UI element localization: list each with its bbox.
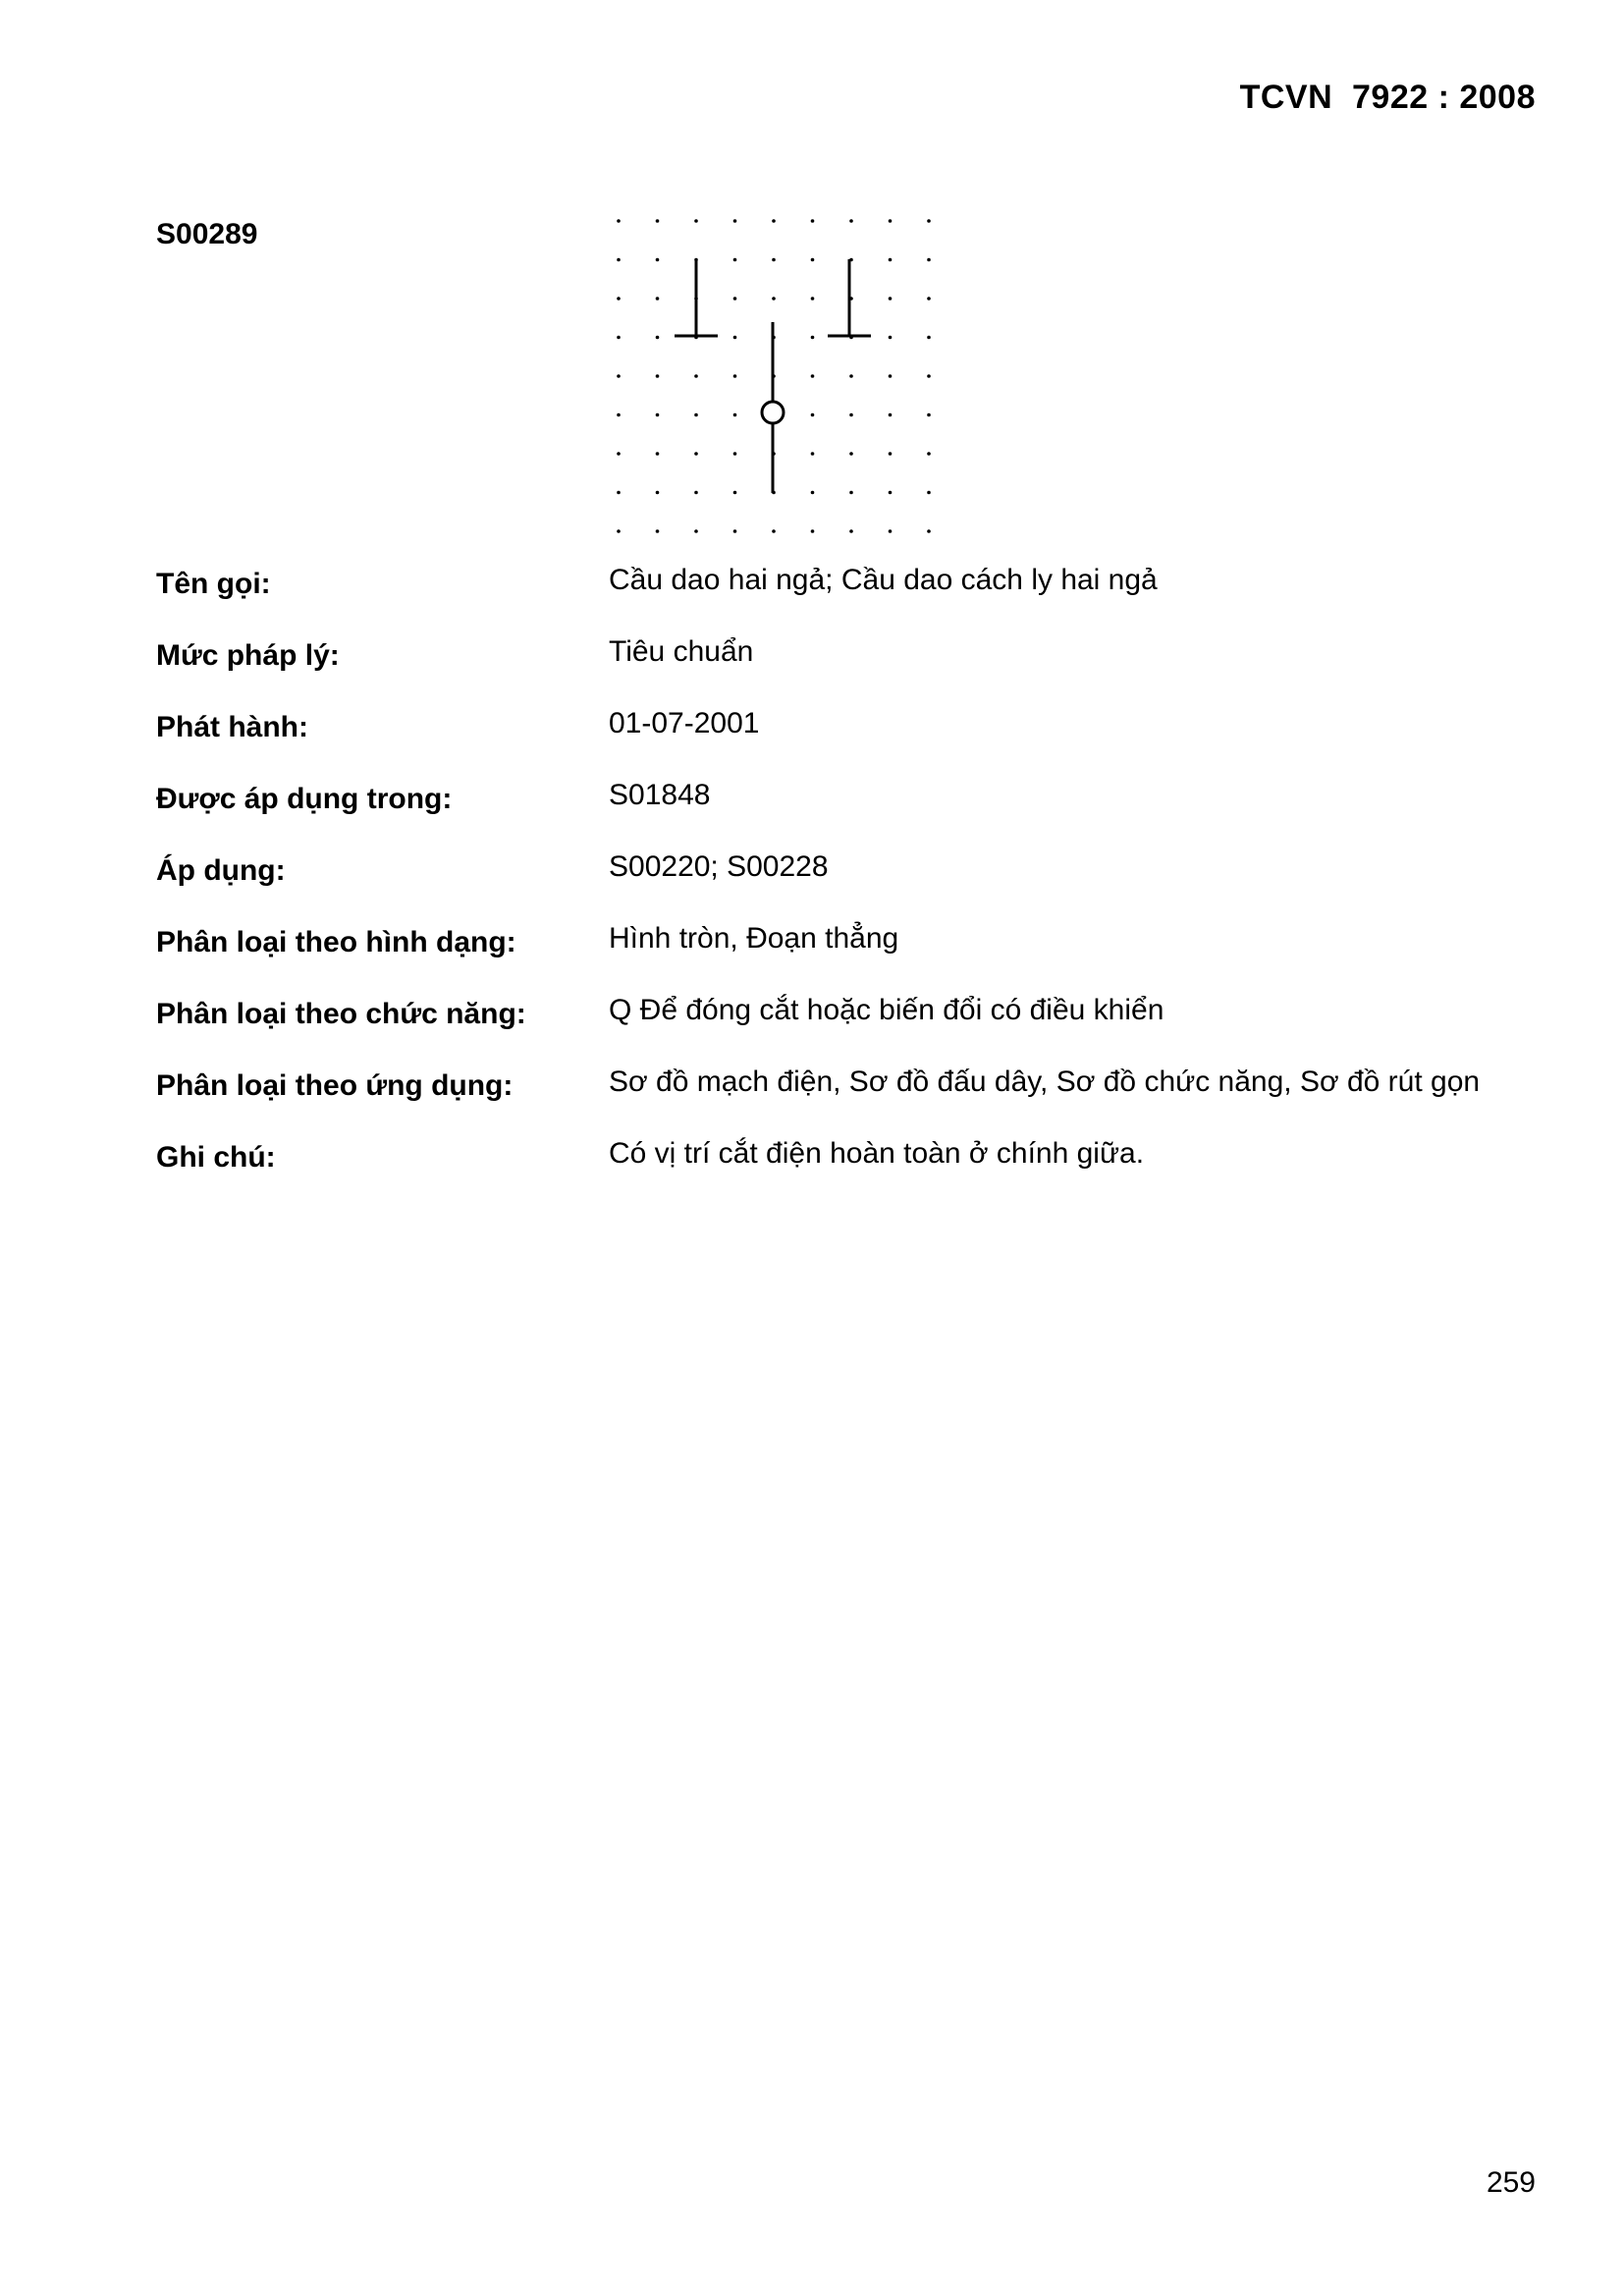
property-value: Tiêu chuẩn	[609, 635, 754, 668]
property-value: Có vị trí cắt điện hoàn toàn ở chính giữa.	[609, 1137, 1145, 1170]
grid-dot	[889, 297, 893, 301]
property-row-application-class	[156, 1066, 1550, 1141]
grid-dot	[849, 374, 853, 378]
grid-dot	[694, 529, 698, 533]
grid-dot	[617, 219, 621, 223]
grid-dot	[656, 336, 660, 340]
grid-dot	[889, 452, 893, 456]
grid-dot	[617, 374, 621, 378]
grid-dot	[656, 219, 660, 223]
grid-dot	[811, 491, 815, 495]
property-label: Phân loại theo ứng dụng:	[156, 1069, 514, 1102]
grid-dot	[849, 491, 853, 495]
grid-dot	[849, 452, 853, 456]
property-label: Phát hành:	[156, 711, 308, 743]
grid-dot	[849, 529, 853, 533]
grid-dot	[694, 219, 698, 223]
grid-dot	[811, 529, 815, 533]
property-value: S00220; S00228	[609, 850, 829, 883]
grid-dot	[617, 336, 621, 340]
symbol-code: S00289	[156, 218, 258, 250]
grid-dot	[656, 374, 660, 378]
grid-dot	[772, 219, 776, 223]
property-row-name	[156, 564, 1550, 639]
grid-dot	[927, 258, 931, 262]
grid-dot	[733, 529, 737, 533]
disconnector-symbol	[675, 259, 871, 493]
property-value: Q Để đóng cắt hoặc biến đổi có điều khiển	[609, 994, 1164, 1026]
property-row-note	[156, 1137, 1550, 1213]
grid-dot	[733, 297, 737, 301]
grid-dot	[733, 452, 737, 456]
grid-dot	[849, 413, 853, 417]
grid-dot	[927, 452, 931, 456]
grid-dot	[617, 491, 621, 495]
grid-dot	[927, 529, 931, 533]
grid-dot	[772, 529, 776, 533]
grid-dot	[617, 258, 621, 262]
grid-dot	[772, 297, 776, 301]
property-value: 01-07-2001	[609, 707, 760, 739]
grid-dot	[927, 491, 931, 495]
grid-dot	[889, 491, 893, 495]
property-row-applied-in	[156, 779, 1550, 854]
grid-dot	[656, 297, 660, 301]
grid-dot	[694, 374, 698, 378]
grid-dot	[889, 219, 893, 223]
grid-dot	[656, 452, 660, 456]
grid-dot	[733, 258, 737, 262]
grid-dot	[733, 413, 737, 417]
property-row-shape-class	[156, 922, 1550, 998]
grid-dot	[811, 452, 815, 456]
property-row-legal-level	[156, 635, 1550, 711]
grid-dot	[927, 297, 931, 301]
property-label: Được áp dụng trong:	[156, 783, 453, 815]
grid-dot	[733, 219, 737, 223]
grid-dot	[927, 336, 931, 340]
property-label: Phân loại theo chức năng:	[156, 998, 526, 1030]
grid-dot	[772, 258, 776, 262]
property-row-issued	[156, 707, 1550, 783]
grid-dot	[617, 413, 621, 417]
grid-dot	[694, 452, 698, 456]
switch-symbol-figure	[604, 206, 938, 540]
grid-dot	[811, 413, 815, 417]
grid-dot	[733, 336, 737, 340]
grid-dot	[811, 374, 815, 378]
property-label: Ghi chú:	[156, 1141, 276, 1174]
property-row-applies	[156, 850, 1550, 926]
property-value: Hình tròn, Đoạn thẳng	[609, 922, 899, 955]
grid-dot	[694, 491, 698, 495]
page-number: 259	[1486, 2166, 1536, 2199]
property-value: Sơ đồ mạch điện, Sơ đồ đấu dây, Sơ đồ chức năng, Sơ đồ rút gọn	[609, 1066, 1481, 1098]
grid-dot	[694, 413, 698, 417]
grid-dot	[927, 374, 931, 378]
grid-dot	[811, 336, 815, 340]
grid-dot	[617, 452, 621, 456]
grid-dot	[733, 374, 737, 378]
grid-dot	[889, 529, 893, 533]
grid-dot	[927, 219, 931, 223]
grid-dot	[849, 219, 853, 223]
grid-dot	[811, 258, 815, 262]
property-row-function-class	[156, 994, 1550, 1069]
grid-dot	[733, 491, 737, 495]
standard-number: TCVN 7922 : 2008	[1239, 79, 1536, 116]
property-label: Mức pháp lý:	[156, 639, 340, 672]
property-list	[156, 564, 1550, 1213]
grid-dot	[889, 413, 893, 417]
grid-dot	[889, 374, 893, 378]
property-value: S01848	[609, 779, 711, 811]
grid-dot	[811, 219, 815, 223]
grid-dot	[656, 529, 660, 533]
grid-dot	[927, 413, 931, 417]
grid-dot	[656, 491, 660, 495]
property-label: Phân loại theo hình dạng:	[156, 926, 516, 958]
grid-dot	[656, 258, 660, 262]
pivot-circle-icon	[762, 402, 784, 423]
grid-dot	[617, 529, 621, 533]
grid-dot	[656, 413, 660, 417]
grid-dot	[889, 258, 893, 262]
property-label: Áp dụng:	[156, 854, 286, 887]
grid-dot	[617, 297, 621, 301]
property-label: Tên gọi:	[156, 568, 271, 600]
grid-dot	[811, 297, 815, 301]
grid-dot	[889, 336, 893, 340]
property-value: Cầu dao hai ngả; Cầu dao cách ly hai ngả	[609, 564, 1158, 596]
